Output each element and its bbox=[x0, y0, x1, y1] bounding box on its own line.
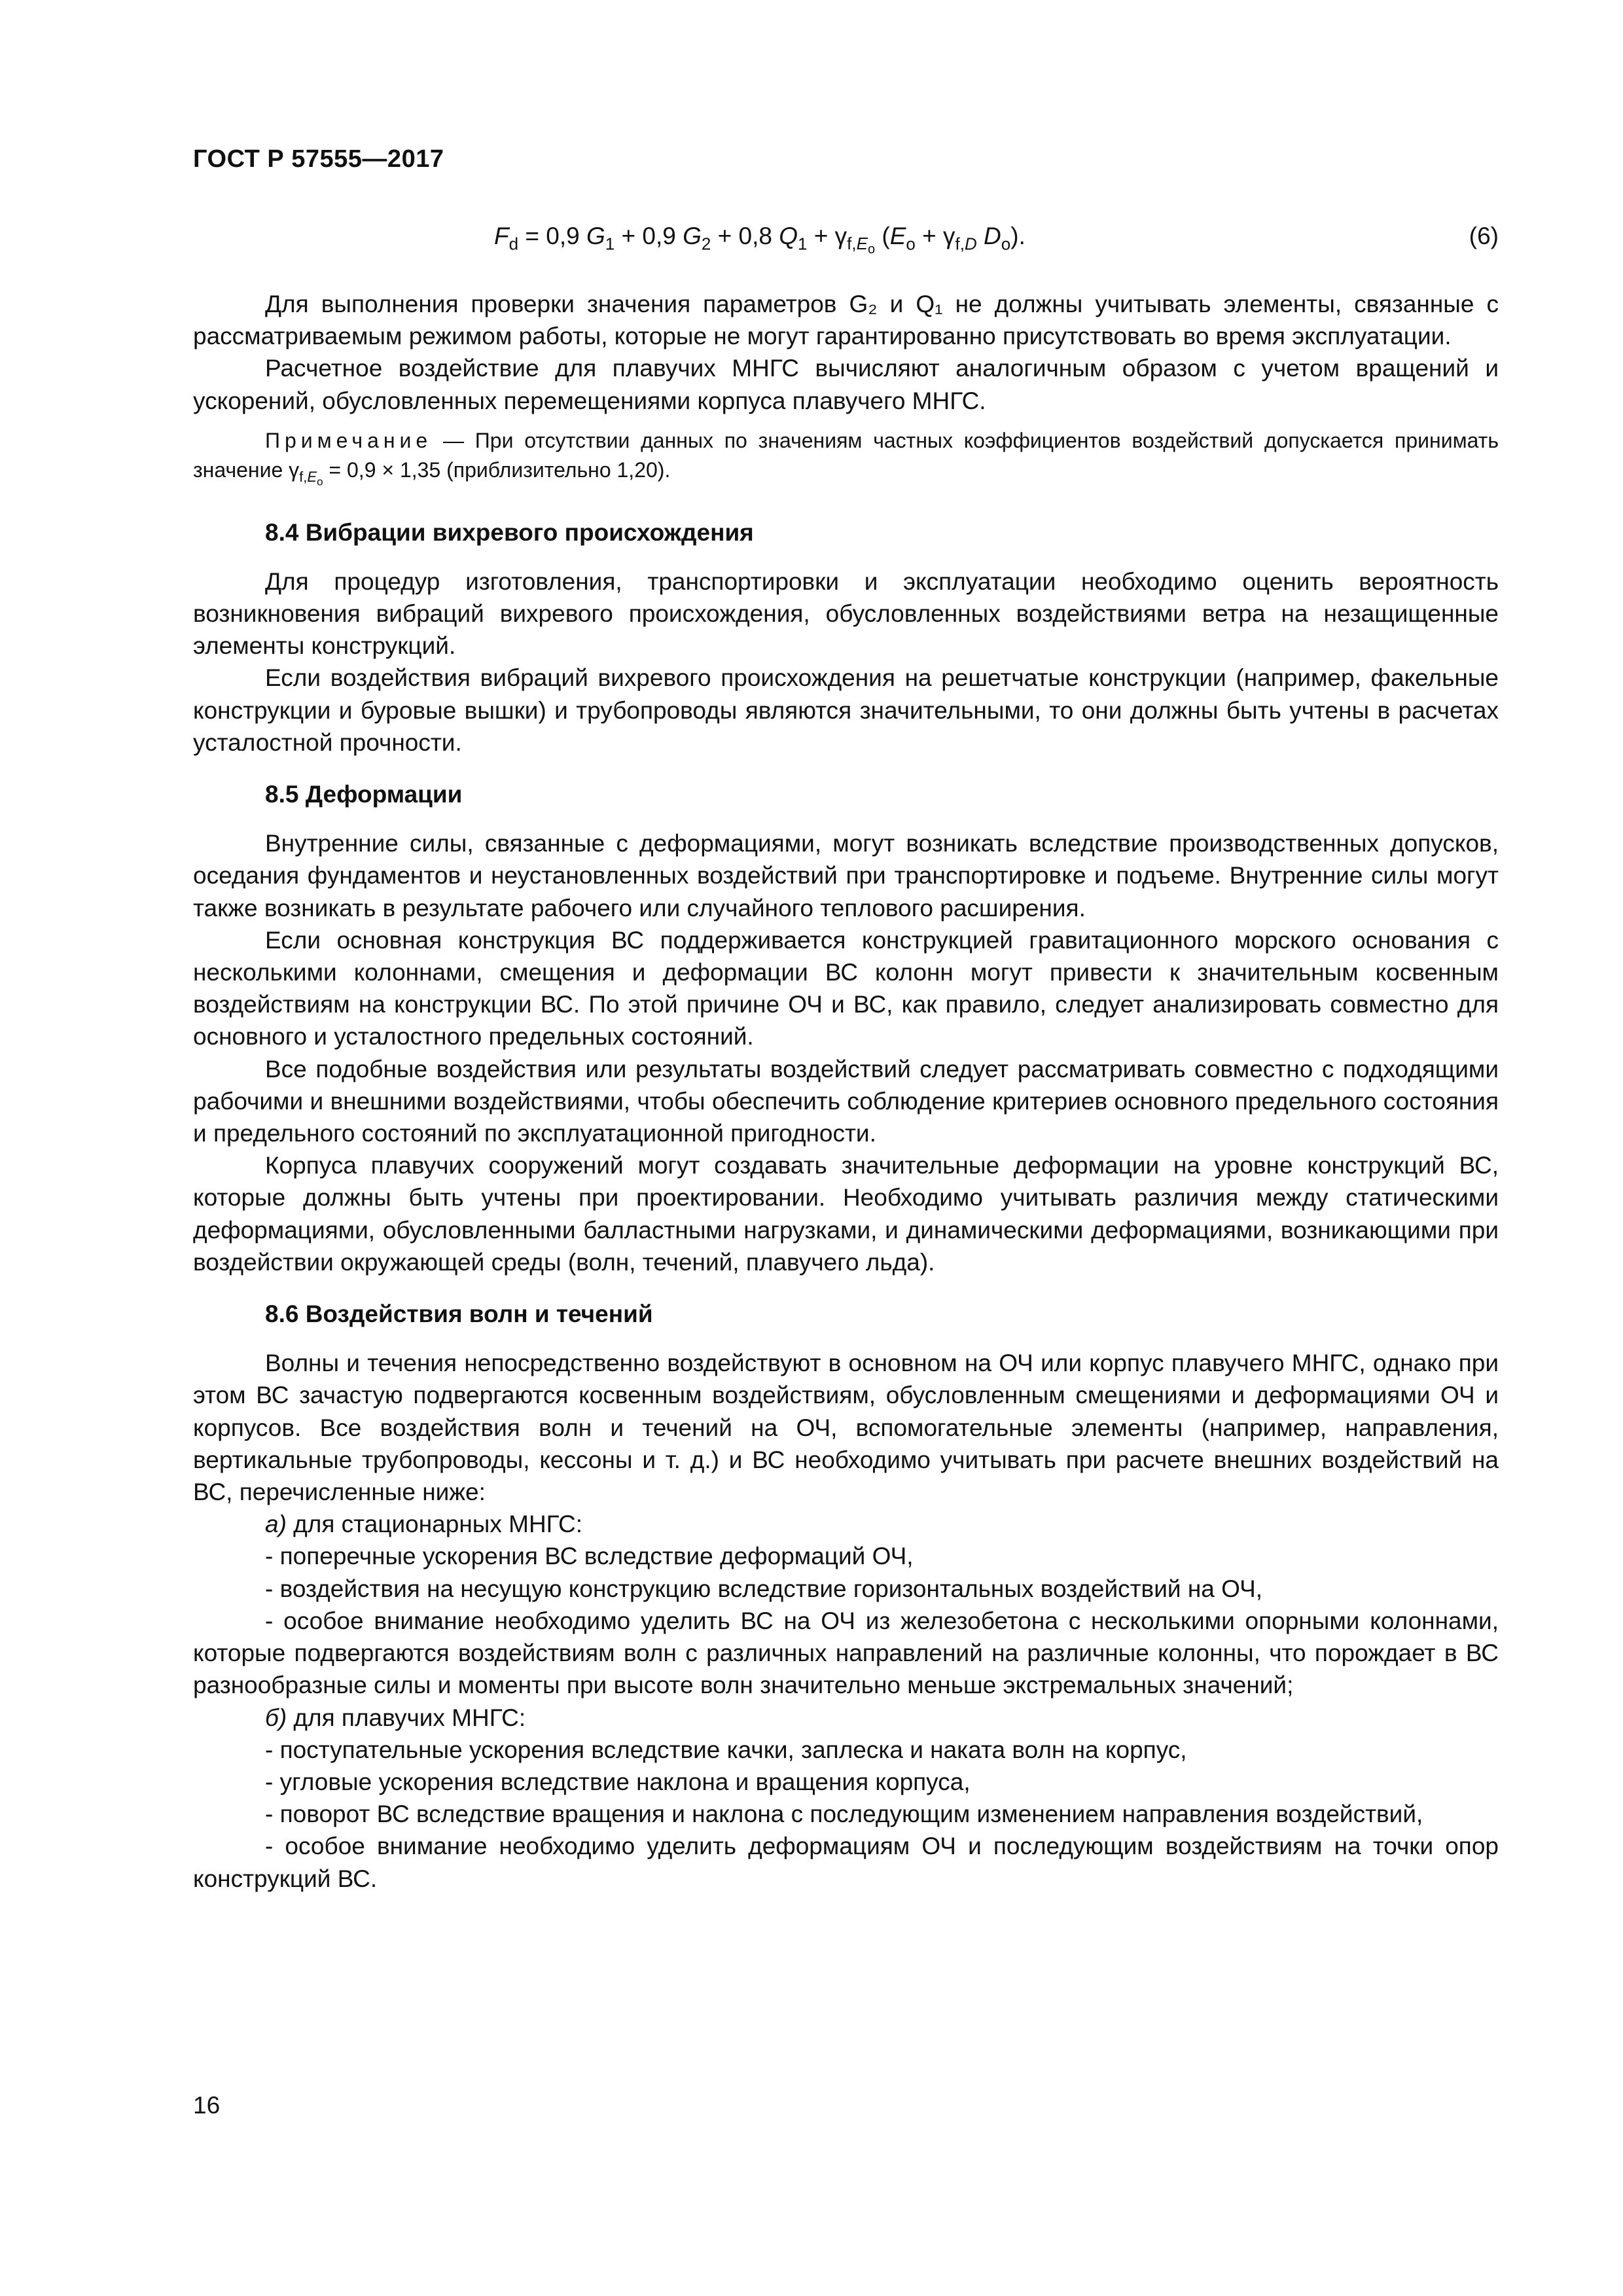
equation-number: (6) bbox=[1469, 223, 1499, 249]
list-item: - поворот ВС вследствие вращения и наклона с последующим изменением направления воздействий, bbox=[265, 1801, 1423, 1828]
document-header: ГОСТ Р 57555—2017 bbox=[193, 145, 444, 173]
body-text bbox=[193, 288, 1499, 1895]
section-title-8-5: 8.5 Деформации bbox=[265, 781, 463, 808]
note bbox=[193, 426, 1499, 497]
paragraph: Если основная конструкция ВС поддерживается конструкцией гравитационного морского основания с несколькими колоннами, смещения и деформации ВС колонн могут привести к значительным косвенным воздействиям на конструкции ВС. По этой причине ОЧ и ВС, как правило, следует анализировать совместно для основного и усталостного предельных состояний. bbox=[193, 926, 1499, 1050]
list-item: - поперечные ускорения ВС вследствие деформаций ОЧ, bbox=[265, 1543, 914, 1570]
paragraph: Для процедур изготовления, транспортировки и эксплуатации необходимо оценить вероятность возникновения вибраций вихревого происхождения, обусловленных воздействиями ветра на незащищенные элементы конструкций. bbox=[193, 567, 1499, 660]
paragraph: Внутренние силы, связанные с деформациями, могут возникать вследствие производственных допусков, оседания фундаментов и неустановленных воздействий при транспортировке и подъеме. Внутренние силы могут также возникать в результате рабочего или случайного теплового расширения. bbox=[193, 830, 1499, 922]
paragraph: Волны и течения непосредственно воздействуют в основном на ОЧ или корпус плавучего МНГС, однако при этом ВС зачастую подвергаются косвенным воздействиям, обусловленным смещениями и деформациями ОЧ и корпусов. Все воздействия волн и течений на ОЧ, вспомогательные элементы (например, направления, вертикальные трубопроводы, кессоны и т. д.) и ВС необходимо учитывать при расчете внешних воздействий на ВС, перечисленные ниже: bbox=[193, 1350, 1499, 1506]
list-heading-text: для плавучих МНГС: bbox=[287, 1704, 526, 1731]
note-text-prefix: — При отсутствии данных по значениям частных коэффициентов воздействий допускается принимать значение bbox=[193, 428, 1499, 482]
list-item: - особое внимание необходимо уделить ВС на ОЧ из железобетона с несколькими опорными колоннами, которые подвергаются воздействиям волн с различных направлений на различные колонны, что порождает в ВС разнообразные силы и моменты при высоте волн значительно меньше экстремальных значений; bbox=[193, 1607, 1499, 1699]
formula-row bbox=[193, 223, 1499, 268]
list-item: - поступательные ускорения вследствие качки, заплеска и наката волн на корпус, bbox=[265, 1736, 1187, 1763]
paragraph: Если воздействия вибраций вихревого происхождения на решетчатые конструкции (например, факельные конструкции и буровые вышки) и трубопроводы являются значительными, то они должны быть учтены в расчетах усталостной прочности. bbox=[193, 664, 1499, 756]
list-heading-text: для стационарных МНГС: bbox=[286, 1511, 583, 1538]
page-number: 16 bbox=[193, 2092, 221, 2119]
list-item: - воздействия на несущую конструкцию вследствие горизонтальных воздействий на ОЧ, bbox=[265, 1575, 1263, 1602]
paragraph: Все подобные воздействия или результаты воздействий следует рассматривать совместно с подходящими рабочими и внешними воздействиями, чтобы обеспечить соблюдение критериев основного предельного состояния и предельного состояний по эксплуатационной пригодности. bbox=[193, 1055, 1499, 1147]
list-heading-b bbox=[193, 1702, 1499, 1734]
paragraph: Корпуса плавучих сооружений могут создавать значительные деформации на уровне конструкций ВС, которые должны быть учтены при проектировании. Необходимо учитывать различия между статическими деформациями, обусловленными балластными нагрузками, и динамическими деформациями, возникающими при воздействии окружающей среды (волн, течений, плавучего льда). bbox=[193, 1152, 1499, 1276]
list-item: - особое внимание необходимо уделить деформациям ОЧ и последующим воздействиям на точки опор конструкций ВС. bbox=[193, 1833, 1499, 1892]
note-label: Примечание bbox=[265, 428, 433, 452]
list-item: - угловые ускорения вследствие наклона и вращения корпуса, bbox=[265, 1768, 971, 1795]
note-symbol: $\gamma_{f,E_o}$ bbox=[289, 457, 323, 488]
section-title-8-6: 8.6 Воздействия волн и течений bbox=[265, 1300, 653, 1328]
design-load-formula: $F_d = 0,9$ $G_1 + 0,9$ $G_2 + 0,8$ $Q_1 + \gamma_{f,E_o}$ ($E_o + \gamma_{f,D}$ $D_o$). bbox=[494, 223, 1026, 257]
paragraph: Для выполнения проверки значения параметров G₂ и Q₁ не должны учитывать элементы, связанные с рассматриваемым режимом работы, которые не могут гарантированно присутствовать во время эксплуатации. bbox=[193, 291, 1499, 350]
list-heading-a bbox=[193, 1508, 1499, 1540]
list-letter-b: б) bbox=[265, 1704, 287, 1731]
list-letter-a: а) bbox=[265, 1511, 287, 1538]
section-title-8-4: 8.4 Вибрации вихревого происхождения bbox=[265, 518, 754, 546]
paragraph: Расчетное воздействие для плавучих МНГС вычисляют аналогичным образом с учетом вращений и ускорений, обусловленных перемещениями корпуса плавучего МНГС. bbox=[193, 355, 1499, 414]
note-text-suffix: = 0,9 × 1,35 (приблизительно 1,20). bbox=[323, 457, 671, 482]
